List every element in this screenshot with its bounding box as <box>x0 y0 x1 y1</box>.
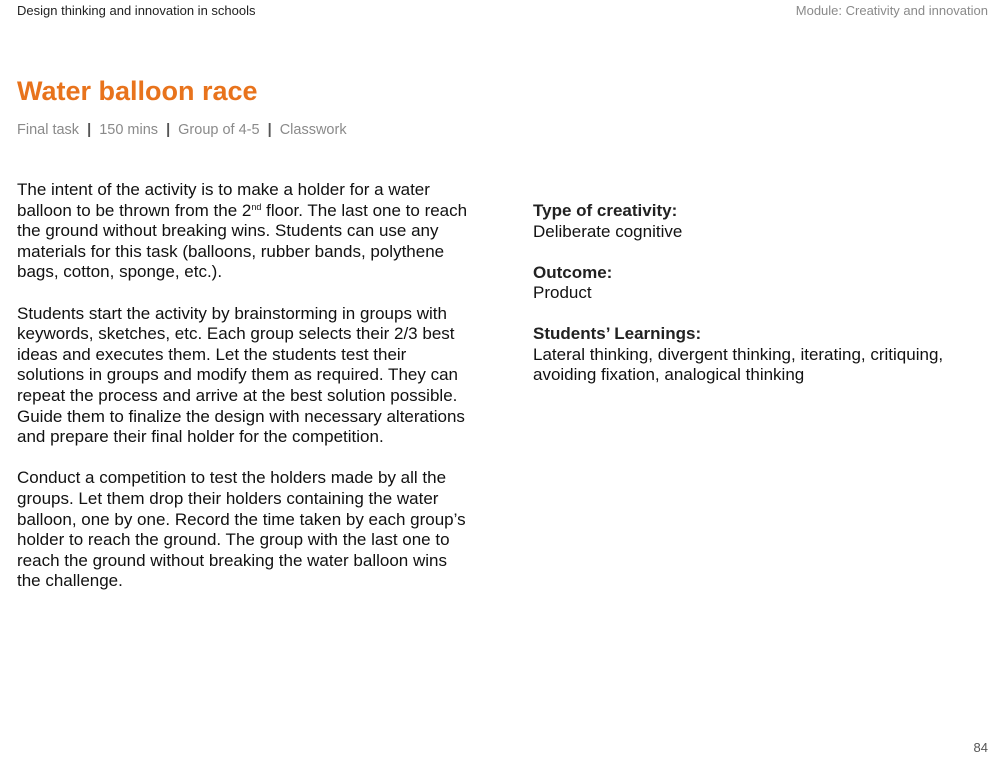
meta-work-type: Classwork <box>279 122 347 138</box>
page-number: 84 <box>973 740 988 755</box>
learnings-label: Students’ Learnings: <box>533 324 702 344</box>
learnings-block <box>533 324 983 386</box>
outcome-label: Outcome: <box>533 262 613 282</box>
meta-duration: 150 mins <box>99 122 159 138</box>
header-document-title: Design thinking and innovation in schools <box>17 3 256 18</box>
meta-separator: | <box>87 122 92 138</box>
paragraph-procedure: Students start the activity by brainstorming in groups with keywords, sketches, etc. Each group selects their 2/3 best ideas and executes them. Let the students test their solutions in groups and modify them as required. They can repeat the process and arrive at the best solution possible. Guide them to finalize the design with necessary alterations and prepare their final holder for the competition. <box>17 303 465 447</box>
header-module-title: Module: Creativity and innovation <box>795 3 988 18</box>
creativity-type-label: Type of creativity: <box>533 201 678 220</box>
page-title: Water balloon race <box>17 76 258 106</box>
paragraph-competition: Conduct a competition to test the holders made by all the groups. Let them drop their holders containing the water balloon, one by one. Record the time taken by each group’s holder to reach the ground. The group with the last one to reach the ground without breaking the water balloon wins the challenge. <box>17 468 466 591</box>
creativity-type-value: Deliberate cognitive <box>533 221 683 241</box>
ordinal-suffix: nd <box>251 201 262 212</box>
meta-task: Final task <box>17 122 80 138</box>
creativity-type-block <box>533 201 983 242</box>
paragraph-intent <box>17 180 475 283</box>
meta-group-size: Group of 4-5 <box>178 122 260 138</box>
activity-meta <box>17 122 347 138</box>
meta-separator: | <box>166 122 171 138</box>
paragraph-intent-end: floor. The last one to reach the ground without breaking wins. Students can use any materials for this task (balloons, rubber bands, polythene bags, cotton, sponge, etc.). <box>17 200 468 282</box>
outcome-value: Product <box>533 283 592 303</box>
activity-description <box>17 180 475 612</box>
outcome-block <box>533 263 983 304</box>
paragraph-intent-start: The intent of the activity is to make a holder for a water balloon to be thrown from the 2 <box>17 180 430 220</box>
activity-summary <box>533 201 983 406</box>
meta-separator: | <box>267 122 272 138</box>
learnings-value: Lateral thinking, divergent thinking, iterating, critiquing, avoiding fixation, analogical thinking <box>533 344 944 385</box>
